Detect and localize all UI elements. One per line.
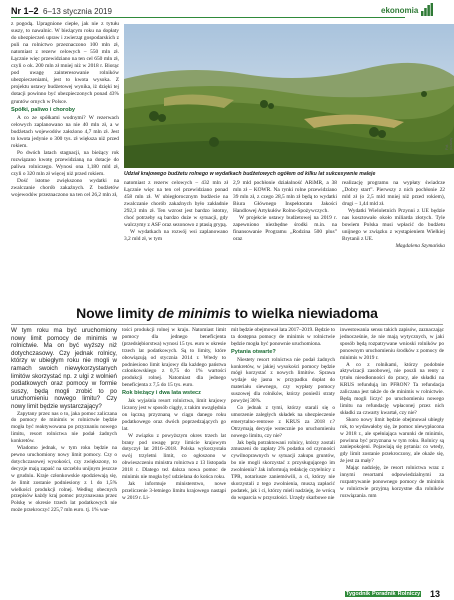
paragraph: Co jednak z tymi, którzy starali się o umorzenie zaległych składek na ubezpieczenie emerytalno-rentowe z KRUS za 2018 r.? Otrzymają decyzje wstecznie po uruchomieniu nowego limitu, czy nie? — [231, 404, 335, 439]
paragraph: 2,9 mld pochłonie działalność ARiMR, a 38 mln zł – KOWR. Na rynki rolne przewidziano 39 mln zł, z czego 28,5 mln zł będą to wydatki Biura Głównego Inspektoratu Jakości Handlowej Artykułów Rolno-Spożywczych. — [233, 180, 337, 215]
page-number: 13 — [430, 589, 441, 599]
paragraph: Jak informuje ministerstwo, nowe przeliczenie 3-letniego limitu krajowego nastąpi w 2019 r. Li- — [122, 480, 226, 501]
logo-part: Rolniczy — [397, 591, 421, 597]
top-column-2 — [124, 180, 228, 243]
subheading: Spółki, paliwo i choroby — [11, 106, 76, 113]
logo-part: Tygodnik — [346, 591, 371, 597]
paragraph: natomiast z rezerw celowych – 432 mln zł Łącznie więc na ten cel przewidziano ponad 458 mln zł. W ubiegłorocznym budżecie na zwalczanie chorób zakaźnych było zakładnie 292,3 mln zł. Ten wzrost jest bardzo istotny, choć potrzeby są bardzo duże w sytuacji, gdy walczymy z ASF oraz sezonowo z ptasią grypą. — [124, 180, 228, 229]
paragraph: Skoro nowy limit będzie obejmował ubiegły rok, to wydawałoby się, że pomoc niewypłacona w 2018 r., ale spełniająca warunki de minimis, powinna być przyznana w tym roku. Rolnicy są zaniepokojeni. Pojawiają się pytania: co wtedy, gdy limit zostanie przekroczony, ale okaże się, że jest za mały? — [340, 416, 444, 465]
paragraph: W związku z powyższym okres trzech lat brany pod uwagę przy limicie krajowym dotyczył lat 2016–2018. Polska wykorzystała swój trzyletni limit, co ogłoszono w obwieszczeniu ministra rolnictwa z 13 listopada 2018 r. Dlatego też dalsza nowa pomoc de minimis nie mogła być udzielana do końca roku. — [122, 432, 226, 481]
landscape-photo — [124, 24, 454, 168]
paragraph: realizację programu na wypłaty świadcze „Dobry start”. Pierwszy z nich pochłonie 22 mld zł (o 2,5 mld mniej niż przed rokiem), drugi – 1,44 mld zł. — [342, 180, 445, 208]
issue-info — [11, 6, 112, 16]
paragraph: A co z rolnikami, którzy podobnie aktywizacji zasobowej, nie poszli na renty z tytułu nieodłonności do pracy, ale składki na KRUS refundują im PFRON? Ta refundacja zaliczana jest także do de minimis w rolnictwie. Będą mogli liczyć po uruchomieniu nowego limitu na refundację wpłaconej przez nich składki za czwarty kwartał, czy nie? — [340, 361, 444, 416]
author-signature: Magdalena Szymańska — [395, 243, 445, 250]
paragraph: Wydatki Wieloletnich Przynni z UE będzie nas kosztowało około miliarda złotych. Tyle bowiem Polska musi wpłacić do budżetu unijnego w związku z wystąpieniem Wielkiej Brytanii z UE. — [342, 208, 445, 243]
article-headline — [0, 305, 454, 321]
headline-emphasis: de minimis — [157, 305, 231, 321]
paragraph: tości produkcji rolnej w kraju. Natomiast limit pomocy dla jednego beneficjenta (przedsiębiorstwa) wynosi 15 tys. euro w okresie trzech lat podatkowych. Są to limity, które obowiązują od stycznia 2014 r. Wtedy to podniesiono limit krajowy dla każdego państwa członkowskiego z 0,75 do 1% wartości produkcji rolnej. Natomiast dla jednego beneficjenta z 7,5 do 15 tys. euro. — [122, 327, 227, 389]
article-column-2 — [122, 327, 226, 502]
bar-chart-icon — [421, 3, 433, 16]
photo-caption: Udział krajowego budżetu rolnego w wydatkach budżetowych ogółem od kilku lat sukcesywnie maleje — [124, 171, 376, 177]
top-column-3 — [233, 180, 337, 243]
paragraph: A co ze spółkami wodnymi? W rezerwach celowych zaplanowano na nie 40 mln zł, a w budżetach wojewodów założono 4,7 mln zł. Jest to kwota jedynie o 300 tys. zł większa niż przed rokiem. — [11, 114, 119, 149]
paragraph: Mając nadzieję, że resort rolnictwa wraz z innymi resortami odpowiedzialnymi za rozpatrywanie ponownego pomocy de minimis w rolnictwie przyjmą korzystne dla rolników rozwiązania. mm — [340, 465, 444, 499]
headline-rule — [11, 324, 443, 325]
article-lead: W tym roku ma być uruchomiony nowy limit pomocy de minimis w rolnictwie. Ma on być wyższy niż dotychczasowy. Czy jednak rolnicy, którzy w ubiegłym roku nie mogli w ramach swoich niewykorzystanych limitów skorzystać np. z ulgi z wolnień podatkowych oraz pomocy w formie suszy, będą mogli zrobić to po uruchomieniu nowego limitu? Czy nowy limit będzie wystarczający? — [11, 327, 117, 410]
issue-number: Nr 1–2 — [11, 6, 39, 16]
article-column-4 — [340, 327, 444, 500]
issue-dates: 6–13 stycznia 2019 — [42, 7, 112, 16]
headline-part: to wielka niewiadoma — [230, 305, 378, 321]
paragraph: Po dwóch latach stagnacji, na bieżący rok rozwiązano kwotę przewidzianą na dotacje do paliwa rolniczego. Wynosi ona 1,180 mld zł, czyli o 320 mln zł więcej niż przed rokiem. — [11, 149, 119, 177]
headline-part: Nowe limity — [76, 305, 158, 321]
publication-logo — [345, 591, 421, 597]
paragraph: mit będzie obejmował lata 2017–2019. Będzie to ta dostępna pomocy de minimis w rolnictwie będzie mogła być ponownie uruchomiona. — [231, 327, 335, 347]
article-column-1 — [11, 327, 117, 514]
paragraph: Wiadomo jednak, w tym roku będzie na pewno uruchomiony nowy limit pomocy. Czy o dotychczasowej wysokości, czy zwiększony, to decyzje mają zapaść na szczeblu unijnym jeszcze w grudniu. Kraje członkowskie spodziewają się, że limit zostanie podniesiony z 1 do 1,5% wielkości produkcji rolnej. Według obecnych przepisów każdy kraj pomoc przyznawana przez Polskę w okresie trzech lat podatkowych nie może przekroczyć 225,7 mln euro. tj. 1% war- — [11, 445, 117, 514]
top-column-4 — [342, 180, 445, 250]
paragraph: Zapytany przez nas o to, jaka pomoc zaliczana do pomocy de minimis w rolnictwie będzie mogła być reaktywowana po przyznaniu nowego limitu, resort rolnictwa nie podał żadnych konkretów. — [11, 410, 117, 445]
top-column-1 — [11, 21, 119, 199]
paragraph: z pogodą. Upragnione ciepłe, jak nie z tytułu suszy, to nawalnic. W bieżącym roku na dopłaty do ubezpieczeń upraw i zwierząt gospodarskich z puli na rolnictwo przeznaczono 100 mln zł, natomiast z rezerw celowych – 550 mln zł. Łącznie więc przewidziano na ten cel 650 mln zł, czyli o ok. 200 mln zł mniej niż w 2018 r. Biorąc pod uwagę zainteresowanie rolników ubezpieczeniami, jest to kwota wysoka. Z projektu ustawy budżetowej wynika, iż dzięki tej dotacji powinno być ubezpieczonych ponad 43% gruntów ornych w Polsce. — [11, 21, 119, 105]
paragraph: W wydatkach na rozwój wsi zaplanowano 3,2 mld zł, w tym — [124, 229, 228, 243]
subheading: Rok bieżący i dwa lata wstecz — [122, 390, 201, 397]
header-rule — [11, 17, 405, 18]
section-name: ekonomia — [381, 6, 419, 15]
paragraph: Jak wyjaśnia resort rolnictwa, limit krajowy liczony jest w sposób ciągły, z takim uwzględnia on łączną przyznaną w ciągu danego roku podatkowego oraz dwóch poprzedzających go lat. — [122, 398, 226, 432]
paragraph: Jak będą potraktowani rolnicy, którzy zostali zmuszeni do zapłaty 2% podatku od czynności cywilnoprawnych w sytuacji zakupu gruntów, bo nie mogli skorzystać z przysługującego im zwolnienia? Jak informują redakcję czytelnicy z TPR, notariusze zaniemówili, a ci, którzy nie skorzystali z tego zwolnienia, muszą zapłacić podatek, jak i ci, którzy mieli nadzieję, że wrócą do wsparcia w przyszłości. Urzędy skarbowe nie — [231, 439, 335, 501]
paragraph: W projekcie ustawy budżetowej na 2019 r. zapewniono niezbędne środki m.in. na finansowanie Programu „Rodzina 500 plus” oraz — [233, 215, 337, 243]
paragraph: Dość istotne zwiększono wydatki na zwalczanie chorób zakaźnych. Z budżetów wojewodów przeznaczono na ten cel 26,2 mln zł, — [11, 178, 119, 199]
article-column-3 — [231, 327, 335, 502]
paragraph: Niestety resort rolnictwa nie podał żadnych konkretów, w jakiej wysokości pomocy będzie mógł korzystać z nowych limitów. Sprawa wydaje się jasna w przypadku dopłat do materiału siewnego, czy wypłaty pomocy suszowej dla rolników, którzy ponieśli straty powyżej 30%. — [231, 356, 335, 405]
subheading: Pytania otwarte? — [231, 348, 276, 355]
photo-credit: Fot. pixabay — [445, 137, 453, 150]
logo-part: Poradnik — [372, 591, 396, 597]
landscape-illustration — [124, 24, 454, 168]
paragraph: inwestowania sensu takich zapisów, zaznaczając jednocześnie, że nie mają wytycznych, w jaki sposób będą rozpatrywane wnioski rolników po ponownym uruchomieniu środków z pomocy de minimis w 2019 r. — [340, 327, 444, 361]
